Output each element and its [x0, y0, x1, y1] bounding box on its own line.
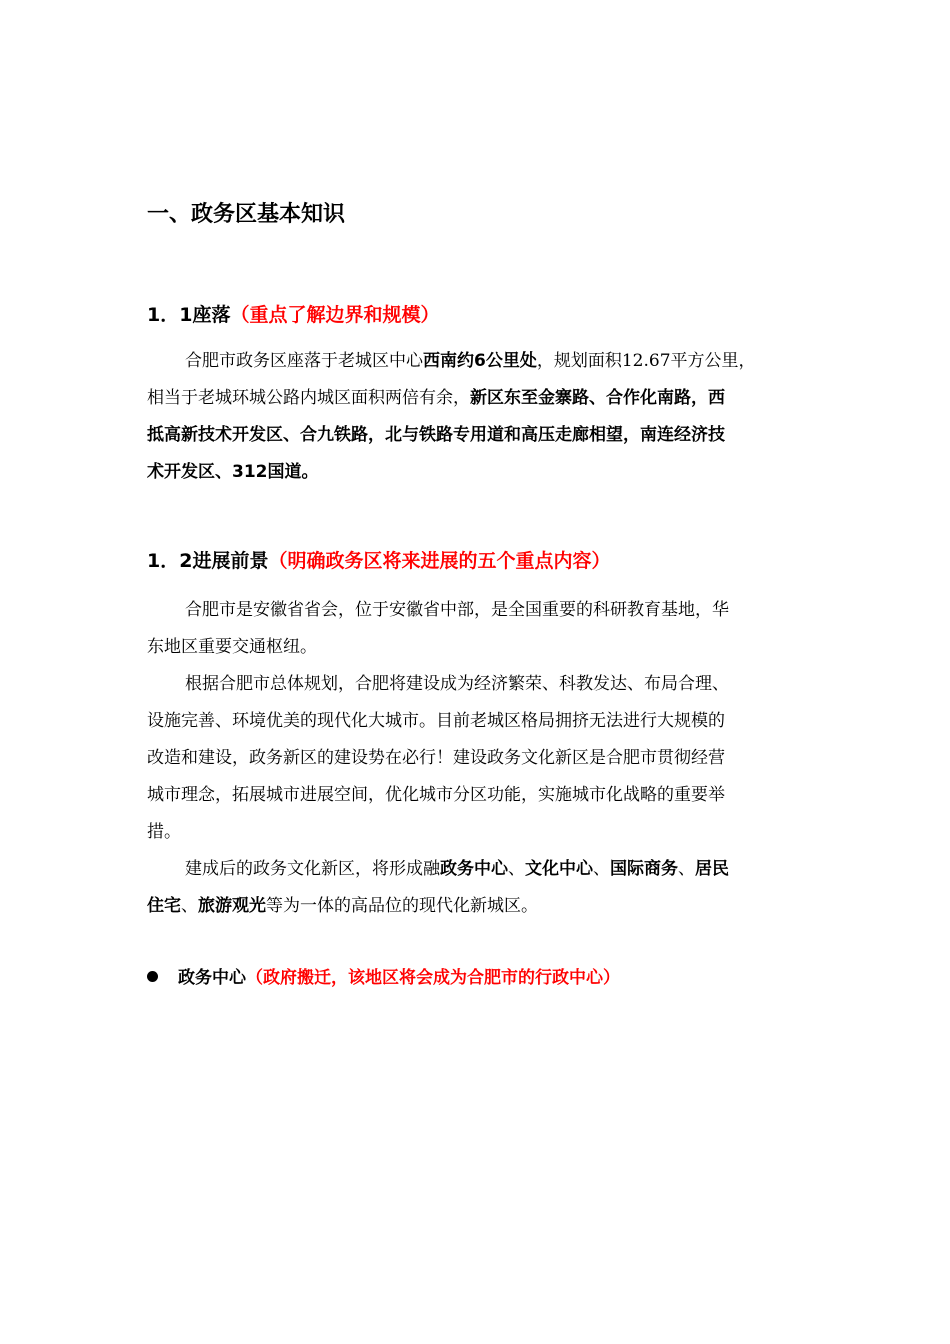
- section-heading: 一、政务区基本知识: [147, 202, 346, 227]
- text-line: 设施完善、环境优美的现代化大城市。目前老城区格局拥挤无法进行大规模的: [147, 711, 725, 731]
- text-run: 建成后的政务文化新区，将形成融: [185, 859, 440, 879]
- text-line: 城市理念，拓展城市进展空间，优化城市分区功能，实施城市化战略的重要举: [147, 785, 725, 805]
- text-line: [147, 343, 807, 380]
- bold-run: 旅游观光: [198, 896, 266, 916]
- subsection-number: 1．2: [147, 550, 193, 572]
- text-line: 改造和建设，政务新区的建设势在必行！建设政务文化新区是合肥市贯彻经营: [147, 748, 725, 768]
- prospects-paragraph-2: [147, 666, 807, 851]
- text-line: 合肥市是安徽省省会，位于安徽省中部，是全国重要的科研教育基地，华: [185, 600, 729, 620]
- bold-run: 居民: [695, 859, 729, 879]
- prospects-paragraph-3: [147, 851, 807, 925]
- text-run: 合肥市政务区座落于老城区中心: [185, 351, 423, 371]
- text-line: 措。: [147, 822, 181, 842]
- bold-run: 新区东至金寨路、合作化南路，西: [470, 388, 725, 408]
- text-run: 等为一体的高品位的现代化新城区。: [266, 896, 538, 916]
- bullet-dot-icon: [147, 971, 158, 982]
- subsection-heading-location: [147, 301, 439, 329]
- text-run: 、: [593, 859, 610, 879]
- text-line: [147, 851, 807, 888]
- bullet-note: （政府搬迁，该地区将会成为合肥市的行政中心）: [246, 968, 620, 988]
- bullet-item-government-center: [147, 963, 620, 993]
- text-line: 根据合肥市总体规划，合肥将建设成为经济繁荣、科教发达、布局合理、: [185, 674, 729, 694]
- subsection-heading-prospects: [147, 547, 610, 575]
- location-paragraph: [147, 343, 807, 491]
- text-line: [147, 888, 807, 925]
- text-run: 、: [678, 859, 695, 879]
- subsection-note: （重点了解边界和规模）: [230, 304, 440, 326]
- bold-run: 文化中心: [525, 859, 593, 879]
- text-run: ，规划面积12.67平方公里，: [536, 351, 756, 371]
- bold-run: 西南约6公里处: [423, 351, 537, 371]
- subsection-number: 1．1: [147, 304, 193, 326]
- prospects-paragraph-1: [147, 592, 807, 666]
- bold-run: 国际商务: [610, 859, 678, 879]
- subsection-note: （明确政务区将来进展的五个重点内容）: [268, 550, 611, 572]
- subsection-title: 进展前景: [192, 550, 269, 572]
- text-run: 、: [181, 896, 198, 916]
- text-line: 东地区重要交通枢纽。: [147, 637, 317, 657]
- bold-run: 政务中心: [440, 859, 508, 879]
- subsection-title: 座落: [192, 304, 231, 326]
- bullet-label: 政务中心: [178, 968, 246, 988]
- text-line: 术开发区、312国道。: [147, 462, 319, 482]
- text-run: 、: [508, 859, 525, 879]
- text-line: 抵高新技术开发区、合九铁路，北与铁路专用道和高压走廊相望，南连经济技: [147, 425, 725, 445]
- bold-run: 住宅: [147, 896, 181, 916]
- text-line: [147, 380, 807, 417]
- text-run: 相当于老城环城公路内城区面积两倍有余，: [147, 388, 470, 408]
